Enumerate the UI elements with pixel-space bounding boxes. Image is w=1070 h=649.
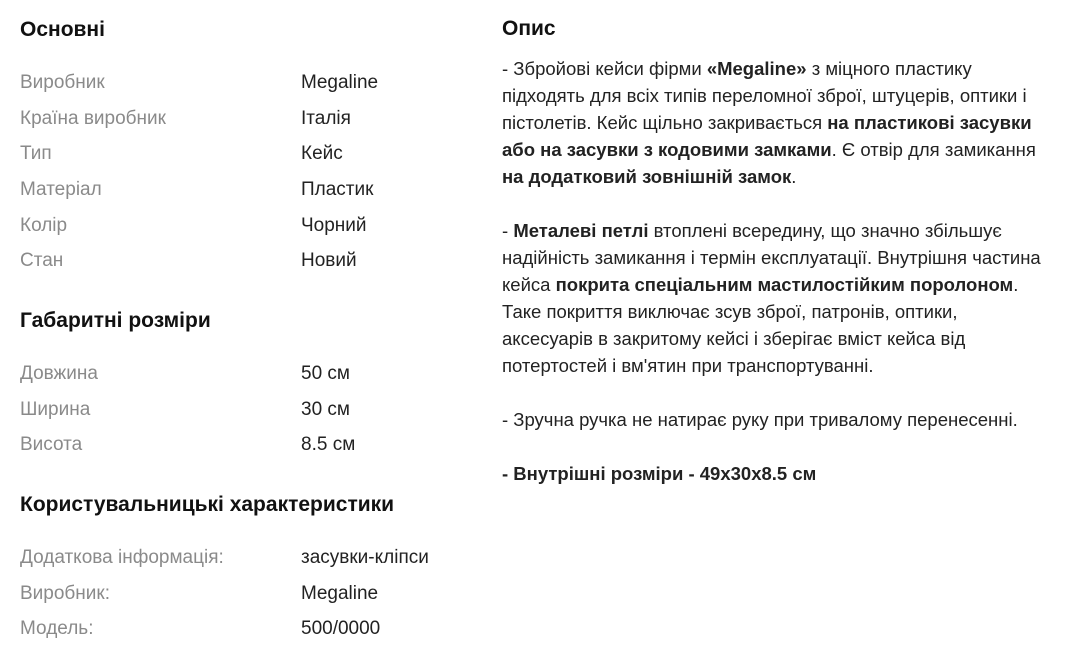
spec-value: Чорний [301, 214, 367, 236]
spec-value: 500/0000 [301, 618, 381, 640]
description-body [502, 55, 1050, 487]
user-specs-section [20, 489, 480, 647]
spec-label: Виробник: [20, 582, 110, 604]
description-paragraph-2 [502, 217, 1050, 379]
spec-row-color [20, 208, 480, 244]
desc-text: . [791, 166, 797, 187]
spec-value: Пластик [301, 178, 374, 200]
specifications-column [20, 14, 480, 647]
description-fade-overlay [502, 527, 1050, 541]
dimensions-spec-table [20, 356, 480, 463]
description-paragraph-3 [502, 406, 1050, 433]
spec-value: Італія [301, 107, 351, 129]
basic-spec-table [20, 65, 480, 279]
spec-row-type [20, 136, 480, 172]
spec-row-condition [20, 243, 480, 279]
desc-text: з міцного пластику підходять для всіх типів переломної зброї, штуцерів, оптики і пістолетів. Кейс щільно закривається [502, 58, 1027, 133]
spec-label: Країна виробник [20, 107, 166, 129]
desc-text: - Зручна ручка не натирає руку при тривалому перенесенні. [502, 409, 1018, 430]
spec-label: Додаткова інформація: [20, 547, 224, 569]
spec-row-manufacturer [20, 65, 480, 101]
spec-label: Матеріал [20, 178, 102, 200]
spec-label: Виробник [20, 71, 105, 93]
spec-label: Довжина [20, 362, 98, 384]
description-paragraph-1 [502, 55, 1050, 190]
dimensions-section [20, 305, 480, 463]
spec-row-length [20, 356, 480, 392]
user-specs-table [20, 540, 480, 647]
desc-bold-text: на додатковий зовнішній замок [502, 166, 792, 187]
spec-row-model [20, 612, 480, 648]
spec-value: Новий [301, 250, 357, 272]
spec-label: Висота [20, 434, 83, 456]
section-title-user-specs: Користувальницькі характеристики [20, 493, 395, 517]
spec-value: 50 см [301, 362, 350, 384]
spec-label: Стан [20, 250, 64, 272]
spec-label: Тип [20, 143, 52, 165]
spec-value: Megaline [301, 582, 379, 604]
desc-bold-text: покрита спеціальним мастилостійким поролоном [555, 274, 1014, 295]
spec-row-material [20, 172, 480, 208]
desc-bold-text: «Megaline» [706, 58, 807, 79]
desc-bold-text: - Внутрішні розміри - 49х30х8.5 см [502, 463, 817, 484]
desc-text: - Збройові кейси фірми [502, 58, 707, 79]
spec-value: 30 см [301, 398, 350, 420]
spec-value: 8.5 см [301, 434, 356, 456]
spec-label: Ширина [20, 398, 91, 420]
description-paragraph-4 [502, 460, 1050, 487]
spec-value: Кейс [301, 143, 343, 165]
spec-label: Колір [20, 214, 68, 236]
spec-row-height [20, 428, 480, 464]
spec-value: Megaline [301, 71, 379, 93]
spec-label: Модель: [20, 618, 94, 640]
basic-section [20, 14, 480, 279]
desc-text: . Таке покриття виключає зсув зброї, патронів, оптики, аксесуарів в закритому кейсі і зберігає вміст кейса від потертостей і вм'ятин при транспортуванні. [502, 274, 1019, 376]
spec-row-additional-info [20, 540, 480, 576]
desc-text: втоплені всередину, що значно збільшує надійність замикання і термін експлуатації. Внутрішня частина кейса [502, 220, 1041, 295]
section-title-basic: Основні [20, 18, 105, 41]
desc-bold-text: на пластикові засувки або на засувки з кодовими замками [502, 112, 1032, 160]
spec-row-width [20, 392, 480, 428]
description-title: Опис [502, 17, 556, 40]
desc-text: . Є отвір для замикання [831, 139, 1036, 160]
spec-row-country [20, 101, 480, 137]
spec-value: засувки-кліпси [301, 547, 429, 569]
desc-bold-text: Металеві петлі [513, 220, 649, 241]
section-title-dimensions: Габаритні розміри [20, 309, 211, 333]
spec-row-user-manufacturer [20, 576, 480, 612]
description-column [502, 14, 1050, 537]
desc-text: - [502, 220, 514, 241]
